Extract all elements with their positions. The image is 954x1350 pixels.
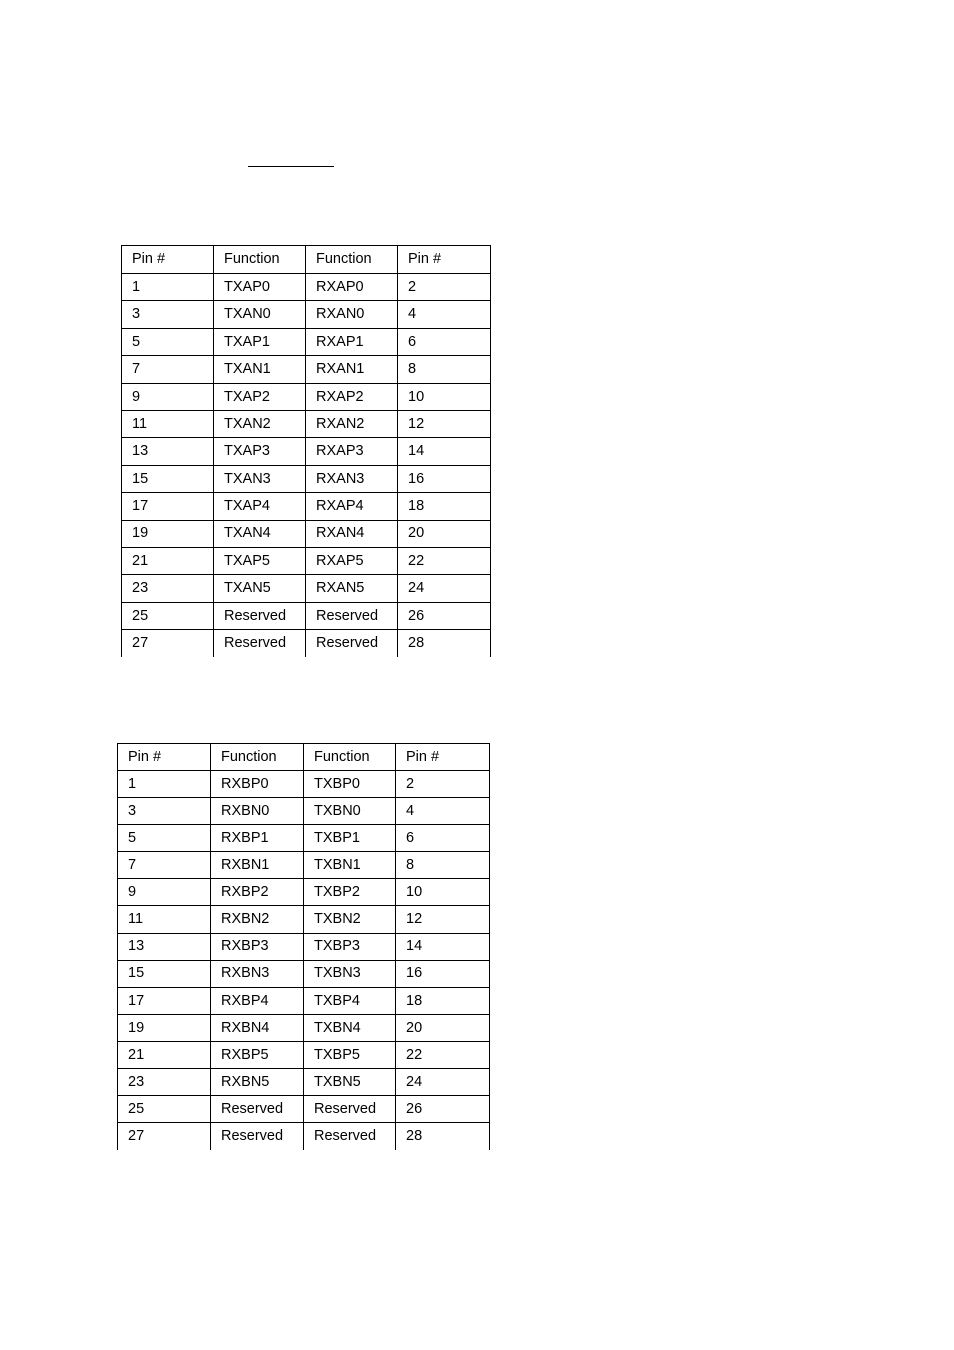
cell-pin-number: 12 xyxy=(398,410,491,437)
table-row xyxy=(118,1123,490,1150)
pin-table-connector-a xyxy=(121,245,491,657)
cell-function: TXBN3 xyxy=(304,960,396,987)
cell-function: TXAP1 xyxy=(214,328,306,355)
cell-pin-number: 21 xyxy=(118,1041,211,1068)
table-row xyxy=(122,547,491,574)
cell-pin-number: 27 xyxy=(118,1123,211,1150)
cell-function: Reserved xyxy=(304,1123,396,1150)
cell-pin-number: 17 xyxy=(122,493,214,520)
table-row xyxy=(122,575,491,602)
cell-pin-number: 16 xyxy=(398,465,491,492)
cell-function: RXBP0 xyxy=(211,771,304,798)
cell-pin-number: 3 xyxy=(122,301,214,328)
cell-function: TXAP5 xyxy=(214,547,306,574)
cell-function: RXAP2 xyxy=(306,383,398,410)
cell-function: TXBP1 xyxy=(304,825,396,852)
cell-pin-number: 25 xyxy=(118,1096,211,1123)
cell-pin-number: 5 xyxy=(122,328,214,355)
cell-pin-number: 19 xyxy=(118,1014,211,1041)
cell-function: TXAN2 xyxy=(214,410,306,437)
table-row xyxy=(122,602,491,629)
cell-function: Reserved xyxy=(306,602,398,629)
cell-function: RXAP5 xyxy=(306,547,398,574)
cell-function: RXBP5 xyxy=(211,1041,304,1068)
cell-pin-number: 24 xyxy=(396,1069,490,1096)
cell-function: RXBN5 xyxy=(211,1069,304,1096)
cell-pin-number: 14 xyxy=(396,933,490,960)
cell-function: TXBN4 xyxy=(304,1014,396,1041)
cell-function: RXAP4 xyxy=(306,493,398,520)
cell-pin-number: 2 xyxy=(398,274,491,301)
table-row xyxy=(122,356,491,383)
cell-function: TXAP3 xyxy=(214,438,306,465)
cell-function: RXAN3 xyxy=(306,465,398,492)
cell-function: TXAN4 xyxy=(214,520,306,547)
cell-function: RXAN2 xyxy=(306,410,398,437)
cell-pin-number: 23 xyxy=(118,1069,211,1096)
cell-pin-number: 7 xyxy=(118,852,211,879)
cell-function: TXAN5 xyxy=(214,575,306,602)
cell-pin-number: 20 xyxy=(398,520,491,547)
underline-rule xyxy=(248,166,334,167)
table-row xyxy=(118,960,490,987)
cell-function: TXBP2 xyxy=(304,879,396,906)
cell-function: TXBN1 xyxy=(304,852,396,879)
header-cell-pin-number: Pin # xyxy=(122,246,214,274)
cell-pin-number: 22 xyxy=(398,547,491,574)
cell-function: TXBP5 xyxy=(304,1041,396,1068)
table-row xyxy=(122,301,491,328)
table-row xyxy=(122,630,491,657)
cell-pin-number: 13 xyxy=(118,933,211,960)
cell-function: Reserved xyxy=(214,630,306,657)
table-row xyxy=(118,852,490,879)
cell-pin-number: 11 xyxy=(118,906,211,933)
table-row xyxy=(122,383,491,410)
cell-function: Reserved xyxy=(304,1096,396,1123)
header-cell-pin-number: Pin # xyxy=(396,744,490,771)
cell-pin-number: 15 xyxy=(122,465,214,492)
cell-pin-number: 17 xyxy=(118,987,211,1014)
table-row xyxy=(122,410,491,437)
table-row xyxy=(118,798,490,825)
table-header-row xyxy=(122,246,491,274)
cell-function: TXBN2 xyxy=(304,906,396,933)
cell-pin-number: 11 xyxy=(122,410,214,437)
cell-pin-number: 3 xyxy=(118,798,211,825)
cell-function: TXAN0 xyxy=(214,301,306,328)
table-row xyxy=(118,771,490,798)
cell-pin-number: 6 xyxy=(396,825,490,852)
table-row xyxy=(118,1041,490,1068)
cell-function: TXAP2 xyxy=(214,383,306,410)
cell-pin-number: 19 xyxy=(122,520,214,547)
cell-pin-number: 8 xyxy=(396,852,490,879)
cell-function: Reserved xyxy=(211,1123,304,1150)
table-row xyxy=(118,1096,490,1123)
pin-table-connector-b xyxy=(117,743,490,1150)
cell-pin-number: 26 xyxy=(396,1096,490,1123)
table-row xyxy=(122,328,491,355)
cell-pin-number: 23 xyxy=(122,575,214,602)
cell-function: RXBP2 xyxy=(211,879,304,906)
cell-function: RXAP3 xyxy=(306,438,398,465)
cell-pin-number: 12 xyxy=(396,906,490,933)
table-row xyxy=(122,274,491,301)
header-cell-pin-number: Pin # xyxy=(118,744,211,771)
cell-function: TXBN5 xyxy=(304,1069,396,1096)
cell-pin-number: 13 xyxy=(122,438,214,465)
table-row xyxy=(118,933,490,960)
cell-pin-number: 22 xyxy=(396,1041,490,1068)
cell-pin-number: 28 xyxy=(398,630,491,657)
cell-pin-number: 18 xyxy=(396,987,490,1014)
cell-function: RXBN3 xyxy=(211,960,304,987)
cell-pin-number: 4 xyxy=(396,798,490,825)
cell-function: RXAP0 xyxy=(306,274,398,301)
cell-pin-number: 5 xyxy=(118,825,211,852)
cell-pin-number: 1 xyxy=(122,274,214,301)
cell-pin-number: 1 xyxy=(118,771,211,798)
cell-pin-number: 28 xyxy=(396,1123,490,1150)
cell-function: TXBN0 xyxy=(304,798,396,825)
cell-function: RXBN2 xyxy=(211,906,304,933)
cell-function: TXBP0 xyxy=(304,771,396,798)
cell-pin-number: 24 xyxy=(398,575,491,602)
header-cell-function: Function xyxy=(306,246,398,274)
table-row xyxy=(122,438,491,465)
cell-function: TXAN3 xyxy=(214,465,306,492)
header-cell-pin-number: Pin # xyxy=(398,246,491,274)
header-cell-function: Function xyxy=(214,246,306,274)
cell-function: RXAN5 xyxy=(306,575,398,602)
cell-function: Reserved xyxy=(306,630,398,657)
table-row xyxy=(118,879,490,906)
cell-pin-number: 18 xyxy=(398,493,491,520)
cell-pin-number: 6 xyxy=(398,328,491,355)
cell-pin-number: 16 xyxy=(396,960,490,987)
cell-function: RXAN1 xyxy=(306,356,398,383)
cell-pin-number: 27 xyxy=(122,630,214,657)
cell-function: RXAN4 xyxy=(306,520,398,547)
cell-pin-number: 14 xyxy=(398,438,491,465)
table-row xyxy=(122,520,491,547)
cell-function: TXBP4 xyxy=(304,987,396,1014)
table-row xyxy=(118,906,490,933)
cell-function: TXBP3 xyxy=(304,933,396,960)
cell-pin-number: 21 xyxy=(122,547,214,574)
cell-pin-number: 26 xyxy=(398,602,491,629)
header-cell-function: Function xyxy=(304,744,396,771)
cell-function: Reserved xyxy=(214,602,306,629)
cell-pin-number: 7 xyxy=(122,356,214,383)
cell-function: Reserved xyxy=(211,1096,304,1123)
table-row xyxy=(118,825,490,852)
cell-function: TXAP0 xyxy=(214,274,306,301)
cell-pin-number: 9 xyxy=(122,383,214,410)
table-row xyxy=(118,1014,490,1041)
table-row xyxy=(118,987,490,1014)
header-cell-function: Function xyxy=(211,744,304,771)
cell-pin-number: 20 xyxy=(396,1014,490,1041)
cell-pin-number: 9 xyxy=(118,879,211,906)
cell-function: RXAP1 xyxy=(306,328,398,355)
cell-pin-number: 25 xyxy=(122,602,214,629)
cell-function: RXBP4 xyxy=(211,987,304,1014)
cell-pin-number: 2 xyxy=(396,771,490,798)
cell-pin-number: 15 xyxy=(118,960,211,987)
cell-function: RXAN0 xyxy=(306,301,398,328)
cell-function: RXBN4 xyxy=(211,1014,304,1041)
table-row xyxy=(122,465,491,492)
cell-pin-number: 8 xyxy=(398,356,491,383)
cell-function: RXBN1 xyxy=(211,852,304,879)
cell-function: RXBP3 xyxy=(211,933,304,960)
table-row xyxy=(122,493,491,520)
cell-pin-number: 4 xyxy=(398,301,491,328)
table-header-row xyxy=(118,744,490,771)
cell-function: TXAN1 xyxy=(214,356,306,383)
cell-pin-number: 10 xyxy=(396,879,490,906)
cell-function: RXBN0 xyxy=(211,798,304,825)
table-row xyxy=(118,1069,490,1096)
cell-function: TXAP4 xyxy=(214,493,306,520)
cell-function: RXBP1 xyxy=(211,825,304,852)
cell-pin-number: 10 xyxy=(398,383,491,410)
